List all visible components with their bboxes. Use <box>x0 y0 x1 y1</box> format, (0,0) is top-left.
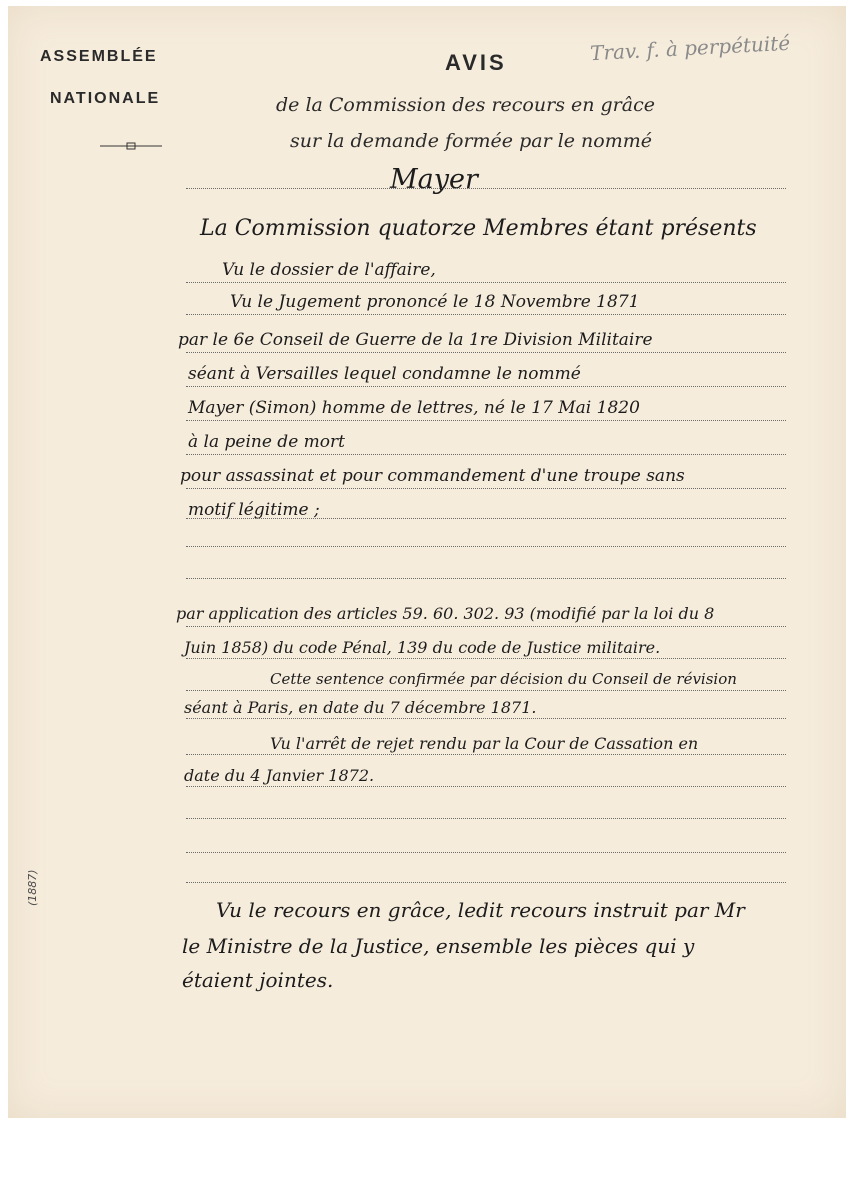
archive-number: (1887) <box>26 869 39 906</box>
document-page <box>8 6 846 1118</box>
institution-line-2: NATIONALE <box>50 90 161 107</box>
rule-line <box>186 518 786 519</box>
subtitle-line-2: sur la demande formée par le nommé <box>290 130 653 152</box>
rule-line <box>186 314 786 315</box>
recours-line-1: Vu le recours en grâce, ledit recours instruit par Mr <box>216 898 745 922</box>
commission-line: La Commission quatorze Membres étant présents <box>200 216 757 241</box>
page-title: AVIS <box>445 50 507 75</box>
institution-line-1: ASSEMBLÉE <box>40 48 158 65</box>
conseil-line: par le 6e Conseil de Guerre de la 1re Division Militaire <box>178 330 653 350</box>
seant-line: séant à Versailles lequel condamne le nommé <box>188 364 581 384</box>
rule-line <box>186 386 786 387</box>
cassation-line-1: Vu l'arrêt de rejet rendu par la Cour de Cassation en <box>270 734 699 753</box>
rule-line <box>186 420 786 421</box>
rule-line <box>186 882 786 883</box>
accused-name-heading: Mayer <box>390 164 478 195</box>
rule-line <box>186 626 786 627</box>
motif-line-1: pour assassinat et pour commandement d'une troupe sans <box>180 466 685 486</box>
confirmation-line-2: séant à Paris, en date du 7 décembre 1871. <box>184 698 537 717</box>
peine-line: à la peine de mort <box>188 432 345 452</box>
confirmation-line-1: Cette sentence confirmée par décision du Conseil de révision <box>270 670 737 688</box>
rule-line <box>186 818 786 819</box>
rule-line <box>186 578 786 579</box>
motif-line-2: motif légitime ; <box>188 500 320 520</box>
rule-line <box>186 454 786 455</box>
rule-line <box>186 754 786 755</box>
recours-line-3: étaient jointes. <box>182 968 334 992</box>
institution-ornament <box>100 136 162 146</box>
rule-line <box>186 352 786 353</box>
rule-line <box>186 282 786 283</box>
rule-line <box>186 690 786 691</box>
rule-line <box>186 546 786 547</box>
rule-line <box>186 786 786 787</box>
jugement-line: Vu le Jugement prononcé le 18 Novembre 1871 <box>230 292 640 312</box>
rule-line <box>186 718 786 719</box>
rule-line <box>186 488 786 489</box>
dossier-line: Vu le dossier de l'affaire, <box>222 260 436 280</box>
rule-line <box>186 658 786 659</box>
rule-line <box>186 188 786 189</box>
articles-line-2: Juin 1858) du code Pénal, 139 du code de Justice militaire. <box>184 638 661 657</box>
cassation-line-2: date du 4 Janvier 1872. <box>184 766 375 785</box>
subtitle-line-1: de la Commission des recours en grâce <box>276 94 655 116</box>
articles-line-1: par application des articles 59. 60. 302. 93 (modifié par la loi du 8 <box>176 604 715 623</box>
accused-line: Mayer (Simon) homme de lettres, né le 17 Mai 1820 <box>188 398 640 418</box>
recours-line-2: le Ministre de la Justice, ensemble les pièces qui y <box>182 934 695 958</box>
rule-line <box>186 852 786 853</box>
pencil-annotation: Trav. f. à perpétuité <box>589 30 791 66</box>
